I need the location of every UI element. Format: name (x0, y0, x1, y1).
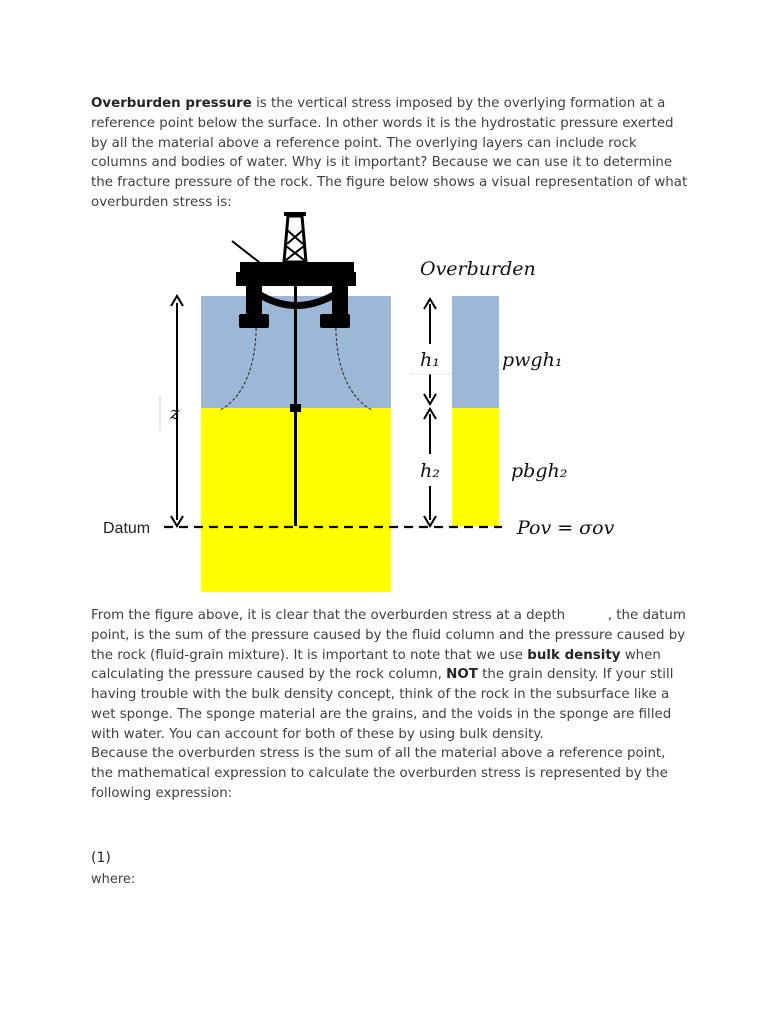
explanation-paragraph (91, 606, 691, 745)
overburden-diagram (0, 205, 768, 600)
datum-label: Datum (103, 520, 151, 537)
water-pressure-term: pwgh₁ (502, 349, 563, 371)
rock-pressure-term: pbgh₂ (511, 460, 568, 482)
not-emphasis: NOT (446, 667, 478, 683)
overburden-pressure-term: Overburden pressure (91, 96, 252, 111)
bulk-density-term: bulk density (527, 647, 621, 663)
intro-paragraph (91, 94, 691, 213)
summary-paragraph: Because the overburden stress is the sum of all the material above a reference point, the mathematical expression to calculate the overburden stress is represented by the following expression: (91, 746, 668, 801)
explanation-text-3: the grain density. If your still having trouble with the bulk density concept, think of the rock in the subsurface like a wet sponge. The sponge material are the grains, and the voids in the sponge are filled with water. You can account for both of these by using bulk density. (91, 667, 674, 742)
h2-label: h₂ (420, 460, 440, 482)
z-label: z (170, 403, 180, 424)
water-column-bar (452, 296, 499, 408)
rock-column-bar (452, 408, 499, 526)
intro-text: is the vertical stress imposed by the overlying formation at a reference point below the surface. In other words it is the hydrostatic pressure exerted by all the material above a reference point. The overlying layers can include rock columns and bodies of water. Why is it important? Because we can use it to determine the fracture pressure of the rock. The figure below shows a visual representation of what overburden stress is: (91, 96, 688, 210)
overburden-result: Pov = σov (517, 517, 615, 539)
equation-number: (1) (91, 850, 111, 866)
explanation-text-2: when calculating the pressure caused by the rock column, (91, 647, 661, 683)
where-label: where: (91, 872, 136, 887)
explanation-text-1: From the figure above, it is clear that the overburden stress at a depth , the datum point, is the sum of the pressure caused by the fluid column and the pressure caused by the rock (fluid-grain mixture). It is important to note that we use (91, 608, 691, 663)
overburden-title: Overburden (420, 258, 536, 280)
h1-label: h₁ (420, 349, 440, 371)
